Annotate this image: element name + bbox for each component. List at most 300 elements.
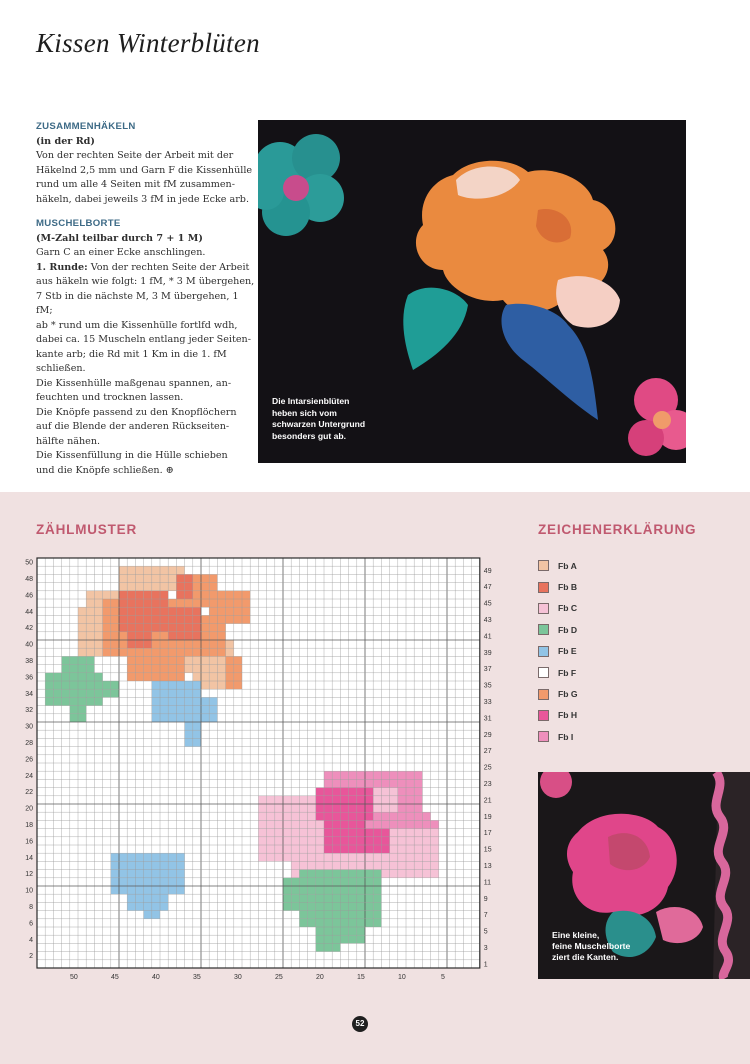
text-line: Häkelnd 2,5 mm und Garn F die Kissenhülle (36, 164, 253, 176)
text-line: Die Knöpfe passend zu den Knopflöchern (36, 406, 237, 418)
stitch-D (324, 894, 332, 902)
stitch-E (111, 870, 119, 878)
stitch-G (111, 599, 119, 607)
stitch-C (390, 853, 398, 861)
stitch-A (193, 665, 201, 673)
stitch-H (316, 788, 324, 796)
stitch-C (390, 870, 398, 878)
stitch-D (308, 919, 316, 927)
stitch-C (332, 853, 340, 861)
stitch-G (209, 583, 217, 591)
stitch-C (422, 837, 430, 845)
stitch-C (381, 788, 389, 796)
stitch-G (135, 656, 143, 664)
stitch-A (168, 566, 176, 574)
stitch-C (267, 829, 275, 837)
stitch-H (357, 788, 365, 796)
stitch-E (119, 853, 127, 861)
photo2-caption (552, 930, 662, 963)
stitch-H (324, 796, 332, 804)
legend (538, 555, 578, 748)
legend-label: Fb B (558, 582, 578, 593)
stitch-C (316, 861, 324, 869)
stitch-B (185, 624, 193, 632)
stitch-C (267, 812, 275, 820)
stitch-D (308, 902, 316, 910)
stitch-C (267, 845, 275, 853)
stitch-G (168, 648, 176, 656)
text-line: Die Kissenfüllung in die Hülle schieben (36, 450, 228, 461)
stitch-I (390, 812, 398, 820)
stitch-C (381, 870, 389, 878)
caption-line: feine Muschelborte (552, 941, 631, 951)
stitch-D (373, 894, 381, 902)
stitch-C (398, 853, 406, 861)
stitch-B (176, 591, 184, 599)
text-line: Garn C an einer Ecke anschlingen. (36, 247, 206, 258)
stitch-H (357, 845, 365, 853)
stitch-E (144, 902, 152, 910)
left-tick-label: 12 (25, 871, 33, 879)
stitch-C (258, 820, 266, 828)
stitch-H (373, 837, 381, 845)
stitch-D (357, 886, 365, 894)
stitch-E (209, 697, 217, 705)
stitch-D (78, 714, 86, 722)
section-heading-muschelborte: MUSCHELBORTE (36, 218, 121, 229)
left-tick-label: 14 (25, 854, 33, 862)
right-tick-label: 17 (483, 830, 492, 838)
stitch-G (111, 640, 119, 648)
stitch-G (168, 656, 176, 664)
stitch-C (283, 829, 291, 837)
text-line: dabei ca. 15 Muscheln entlang jeder Seiten- (36, 334, 251, 345)
stitch-B (185, 591, 193, 599)
stitch-G (160, 632, 168, 640)
stitch-C (275, 845, 283, 853)
stitch-E (152, 911, 160, 919)
stitch-A (86, 599, 94, 607)
stitch-H (381, 829, 389, 837)
right-tick-label: 45 (483, 600, 492, 608)
bottom-tick-label: 5 (440, 974, 445, 981)
legend-swatch (538, 667, 549, 678)
stitch-E (160, 697, 168, 705)
stitch-D (111, 689, 119, 697)
stitch-D (78, 697, 86, 705)
right-tick-label: 19 (483, 813, 492, 821)
stitch-D (111, 681, 119, 689)
left-tick-label: 46 (25, 592, 33, 600)
stitch-A (103, 591, 111, 599)
stitch-C (398, 870, 406, 878)
stitch-G (242, 607, 250, 615)
legend-item (538, 705, 578, 726)
stitch-D (70, 689, 78, 697)
stitch-D (332, 943, 340, 951)
stitch-D (94, 697, 102, 705)
stitch-A (160, 574, 168, 582)
stitch-E (185, 738, 193, 746)
stitch-C (299, 861, 307, 869)
left-tick-label: 48 (25, 576, 33, 583)
stitch-D (299, 870, 307, 878)
stitch-C (373, 853, 381, 861)
stitch-E (152, 861, 160, 869)
stitch-G (201, 615, 209, 623)
stitch-A (78, 648, 86, 656)
stitch-C (406, 845, 414, 853)
stitch-G (168, 599, 176, 607)
stitch-B (135, 632, 143, 640)
count-pattern-chart (0, 554, 510, 986)
stitch-C (373, 796, 381, 804)
stitch-D (94, 689, 102, 697)
stitch-A (86, 648, 94, 656)
stitch-G (209, 632, 217, 640)
stitch-D (308, 870, 316, 878)
stitch-C (291, 870, 299, 878)
stitch-D (86, 665, 94, 673)
stitch-D (365, 886, 373, 894)
stitch-H (349, 845, 357, 853)
stitch-D (357, 911, 365, 919)
right-tick-label: 25 (483, 764, 492, 772)
stitch-C (283, 804, 291, 812)
left-tick-label: 26 (25, 756, 33, 764)
stitch-G (168, 640, 176, 648)
stitch-E (144, 878, 152, 886)
stitch-C (373, 861, 381, 869)
stitch-C (406, 853, 414, 861)
stitch-H (332, 820, 340, 828)
stitch-A (176, 566, 184, 574)
stitch-G (144, 665, 152, 673)
stitch-A (152, 566, 160, 574)
stitch-D (62, 673, 70, 681)
stitch-G (209, 615, 217, 623)
stitch-E (135, 902, 143, 910)
stitch-C (390, 788, 398, 796)
legend-swatch (538, 624, 549, 635)
stitch-E (176, 878, 184, 886)
stitch-B (176, 615, 184, 623)
stitch-D (316, 911, 324, 919)
stitch-G (176, 599, 184, 607)
stitch-H (340, 845, 348, 853)
stitch-D (86, 681, 94, 689)
stitch-H (316, 804, 324, 812)
stitch-G (242, 615, 250, 623)
stitch-I (373, 779, 381, 787)
caption-line: Die Intarsienblüten (272, 396, 350, 406)
stitch-E (127, 886, 135, 894)
stitch-E (152, 870, 160, 878)
legend-swatch (538, 582, 549, 593)
stitch-C (414, 870, 422, 878)
left-tick-label: 6 (29, 920, 33, 928)
stitch-A (86, 591, 94, 599)
right-tick-label: 31 (483, 715, 492, 723)
stitch-B (135, 624, 143, 632)
page-number: 52 (352, 1016, 368, 1032)
stitch-G (226, 607, 234, 615)
stitch-D (78, 706, 86, 714)
legend-item (538, 683, 578, 704)
stitch-E (119, 886, 127, 894)
text-line: Von der rechten Seite der Arbeit mit der (36, 150, 234, 161)
stitch-A (160, 583, 168, 591)
stitch-A (111, 591, 119, 599)
stitch-A (209, 665, 217, 673)
stitch-D (340, 894, 348, 902)
stitch-B (176, 607, 184, 615)
legend-swatch (538, 646, 549, 657)
stitch-D (340, 935, 348, 943)
stitch-E (152, 878, 160, 886)
stitch-I (406, 820, 414, 828)
stitch-A (193, 656, 201, 664)
stitch-D (324, 878, 332, 886)
stitch-C (291, 820, 299, 828)
stitch-G (217, 648, 225, 656)
stitch-A (168, 583, 176, 591)
stitch-C (431, 837, 439, 845)
stitch-D (62, 681, 70, 689)
stitch-H (365, 845, 373, 853)
left-tick-label: 44 (25, 608, 33, 616)
stitch-D (316, 902, 324, 910)
stitch-G (209, 648, 217, 656)
right-tick-label: 21 (483, 797, 492, 805)
stitch-G (201, 624, 209, 632)
stitch-A (185, 665, 193, 673)
stitch-H (381, 845, 389, 853)
stitch-D (349, 927, 357, 935)
stitch-D (365, 902, 373, 910)
stitch-D (78, 665, 86, 673)
bottom-tick-label: 30 (234, 974, 242, 981)
stitch-C (291, 837, 299, 845)
stitch-E (193, 706, 201, 714)
stitch-G (152, 673, 160, 681)
stitch-D (94, 681, 102, 689)
stitch-E (176, 706, 184, 714)
stitch-C (299, 829, 307, 837)
stitch-D (332, 886, 340, 894)
stitch-D (283, 878, 291, 886)
stitch-A (201, 665, 209, 673)
stitch-E (209, 706, 217, 714)
stitch-A (94, 640, 102, 648)
stitch-H (365, 804, 373, 812)
stitch-G (160, 656, 168, 664)
stitch-D (86, 689, 94, 697)
legend-item (538, 576, 578, 597)
stitch-C (373, 804, 381, 812)
stitch-G (168, 665, 176, 673)
stitch-G (209, 574, 217, 582)
bottom-tick-label: 15 (357, 974, 365, 981)
stitch-E (152, 697, 160, 705)
stitch-D (70, 681, 78, 689)
stitch-E (160, 689, 168, 697)
stitch-D (373, 878, 381, 886)
stitch-H (373, 845, 381, 853)
stitch-I (414, 788, 422, 796)
stitch-E (201, 714, 209, 722)
stitch-D (324, 919, 332, 927)
stitch-D (316, 919, 324, 927)
stitch-D (340, 878, 348, 886)
stitch-G (111, 624, 119, 632)
stitch-H (316, 812, 324, 820)
stitch-D (291, 886, 299, 894)
stitch-E (185, 689, 193, 697)
stitch-G (185, 648, 193, 656)
stitch-H (332, 845, 340, 853)
right-tick-label: 49 (483, 567, 492, 575)
stitch-G (226, 665, 234, 673)
stitch-C (267, 796, 275, 804)
stitch-G (226, 673, 234, 681)
stitch-E (160, 714, 168, 722)
stitch-B (176, 632, 184, 640)
stitch-C (357, 853, 365, 861)
stitch-G (176, 648, 184, 656)
stitch-G (127, 656, 135, 664)
stitch-D (70, 714, 78, 722)
stitch-H (332, 796, 340, 804)
legend-label: Fb D (558, 624, 578, 635)
stitch-G (234, 665, 242, 673)
stitch-B (193, 624, 201, 632)
stitch-C (299, 853, 307, 861)
stitch-C (299, 804, 307, 812)
stitch-G (103, 607, 111, 615)
stitch-C (267, 804, 275, 812)
stitch-A (86, 632, 94, 640)
stitch-H (357, 812, 365, 820)
stitch-H (340, 812, 348, 820)
stitch-G (234, 607, 242, 615)
stitch-I (324, 771, 332, 779)
stitch-A (127, 566, 135, 574)
stitch-D (365, 878, 373, 886)
stitch-B (168, 607, 176, 615)
stitch-A (209, 656, 217, 664)
round-text: Von der rechten Seite der Arbeit (87, 261, 250, 273)
stitch-D (373, 919, 381, 927)
text-line: aus häkeln wie folgt: 1 fM, * 3 M übergehen, (36, 276, 255, 287)
stitch-E (127, 861, 135, 869)
stitch-I (406, 771, 414, 779)
legend-label: Fb A (558, 560, 577, 571)
stitch-C (308, 812, 316, 820)
stitch-G (201, 648, 209, 656)
stitch-I (398, 804, 406, 812)
stitch-E (144, 861, 152, 869)
stitch-G (160, 673, 168, 681)
stitch-E (201, 706, 209, 714)
bottom-tick-label: 20 (316, 974, 324, 981)
stitch-C (299, 845, 307, 853)
stitch-B (160, 599, 168, 607)
stitch-D (283, 894, 291, 902)
stitch-C (340, 861, 348, 869)
stitch-I (414, 771, 422, 779)
stitch-G (144, 648, 152, 656)
stitch-D (299, 911, 307, 919)
stitch-G (201, 640, 209, 648)
stitch-D (316, 935, 324, 943)
stitch-H (365, 788, 373, 796)
stitch-D (78, 656, 86, 664)
stitch-I (340, 779, 348, 787)
stitch-C (275, 853, 283, 861)
left-tick-label: 36 (25, 674, 33, 682)
stitch-D (349, 886, 357, 894)
stitch-E (127, 853, 135, 861)
right-tick-label: 35 (483, 682, 492, 690)
left-tick-label: 32 (25, 707, 33, 715)
stitch-B (135, 640, 143, 648)
chart-heading: ZÄHLMUSTER (36, 522, 137, 537)
stitch-C (291, 812, 299, 820)
legend-swatch (538, 603, 549, 614)
stitch-B (127, 624, 135, 632)
stitch-G (135, 673, 143, 681)
left-tick-label: 16 (25, 838, 33, 846)
stitch-G (201, 599, 209, 607)
stitch-D (373, 902, 381, 910)
stitch-C (299, 820, 307, 828)
stitch-G (234, 599, 242, 607)
stitch-G (226, 681, 234, 689)
stitch-I (357, 771, 365, 779)
legend-item (538, 598, 578, 619)
stitch-H (357, 820, 365, 828)
stitch-C (267, 837, 275, 845)
stitch-C (258, 829, 266, 837)
photo-caption (272, 396, 392, 442)
right-tick-label: 7 (483, 912, 488, 920)
stitch-I (373, 771, 381, 779)
stitch-D (332, 894, 340, 902)
stitch-C (267, 853, 275, 861)
stitch-C (431, 829, 439, 837)
stitch-B (119, 607, 127, 615)
stitch-C (381, 861, 389, 869)
stitch-E (168, 714, 176, 722)
stitch-E (152, 714, 160, 722)
stitch-I (414, 779, 422, 787)
stitch-B (127, 615, 135, 623)
stitch-D (70, 697, 78, 705)
caption-line: Eine kleine, (552, 930, 600, 940)
stitch-G (111, 607, 119, 615)
stitch-D (45, 681, 53, 689)
stitch-B (160, 607, 168, 615)
stitch-D (299, 894, 307, 902)
right-tick-label: 33 (483, 699, 492, 706)
stitch-C (308, 845, 316, 853)
stitch-C (406, 829, 414, 837)
stitch-H (340, 788, 348, 796)
stitch-H (365, 812, 373, 820)
legend-label: Fb G (558, 689, 578, 700)
text-line: häkeln, dabei jeweils 3 fM in jede Ecke arb. (36, 193, 249, 205)
